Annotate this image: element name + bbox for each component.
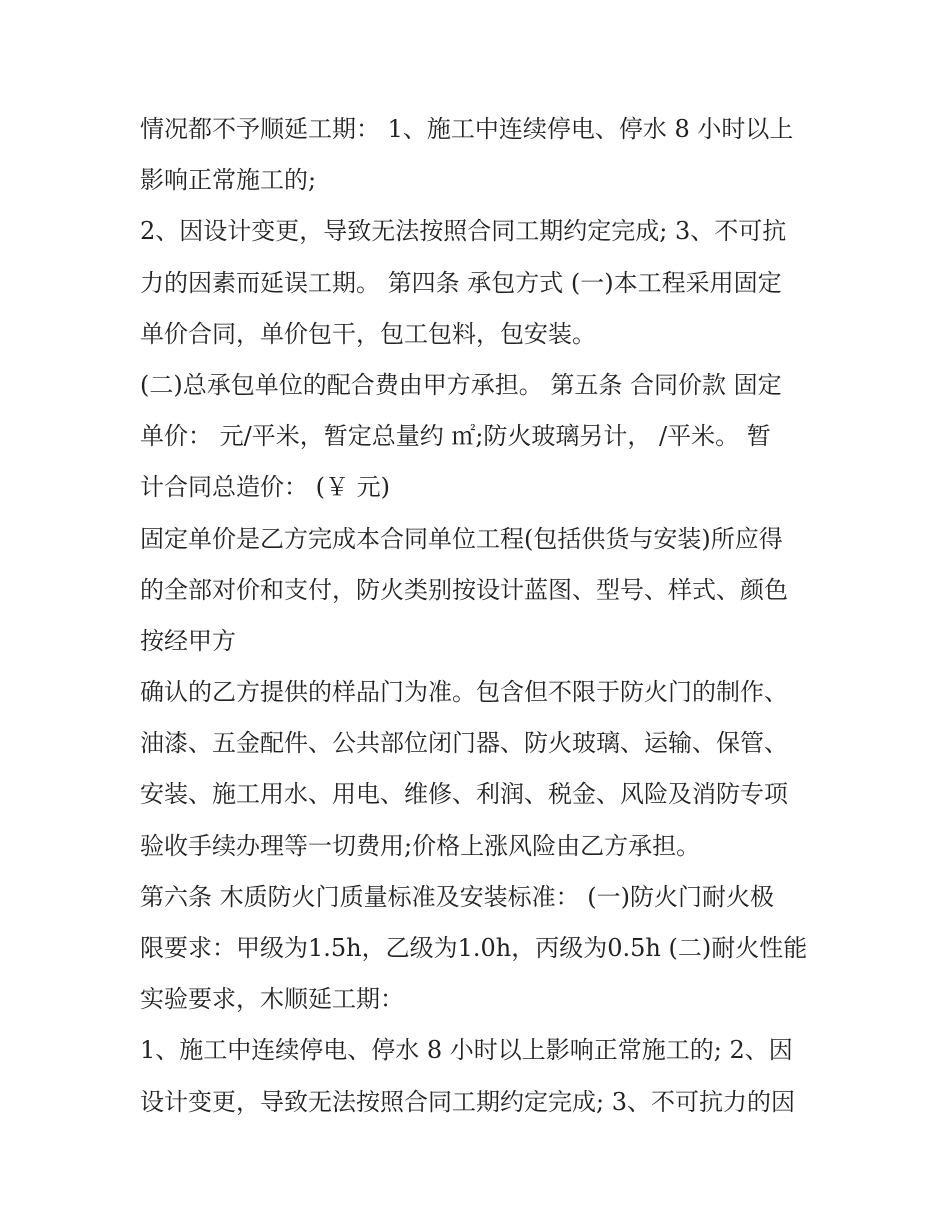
text-line: 油漆、五金配件、公共部位闭门器、防火玻璃、运输、保管、 [140, 729, 788, 758]
text-line: (二)总承包单位的配合费由甲方承担。 第五条 合同价款 固定 [140, 370, 782, 399]
text-line: 的全部对价和支付，防火类别按设计蓝图、型号、样式、颜色 [140, 575, 788, 604]
text-line: 2、因设计变更，导致无法按照合同工期约定完成; 3、不可抗 [140, 217, 787, 246]
text-line: 设计变更，导致无法按照合同工期约定完成; 3、不可抗力的因 [140, 1087, 795, 1116]
text-line: 验收手续办理等一切费用;价格上涨风险由乙方承担。 [140, 831, 701, 860]
text-line: 力的因素而延误工期。 第四条 承包方式 (一)本工程采用固定 [140, 268, 782, 297]
text-line: 实验要求，木顺延工期： [140, 985, 404, 1014]
text-line: 确认的乙方提供的样品门为准。包含但不限于防火门的制作、 [140, 678, 788, 707]
text-line: 第六条 木质防火门质量标准及安装标准： (一)防火门耐火极 [140, 882, 774, 911]
text-line: 限要求：甲级为1.5h，乙级为1.0h，丙级为0.5h (二)耐火性能 [140, 934, 808, 962]
text-line: 固定单价是乙方完成本合同单位工程(包括供货与安装)所应得 [140, 524, 783, 553]
text-line: 情况都不予顺延工期： 1、施工中连续停电、停水 8 小时以上 [140, 115, 794, 143]
text-line: 1、施工中连续停电、停水 8 小时以上影响正常施工的; 2、因 [140, 1036, 793, 1065]
text-line: 单价合同，单价包干，包工包料，包安装。 [140, 319, 596, 348]
text-line: 计合同总造价： (￥ 元) [140, 473, 390, 502]
contract-text-body [140, 104, 830, 1128]
text-line: 单价： 元/平米，暂定总量约 ㎡;防火玻璃另计， /平米。 暂 [140, 422, 771, 451]
text-line: 安装、施工用水、用电、维修、利润、税金、风险及消防专项 [140, 780, 788, 809]
text-line: 按经甲方 [140, 626, 236, 655]
text-line: 影响正常施工的; [140, 166, 317, 195]
